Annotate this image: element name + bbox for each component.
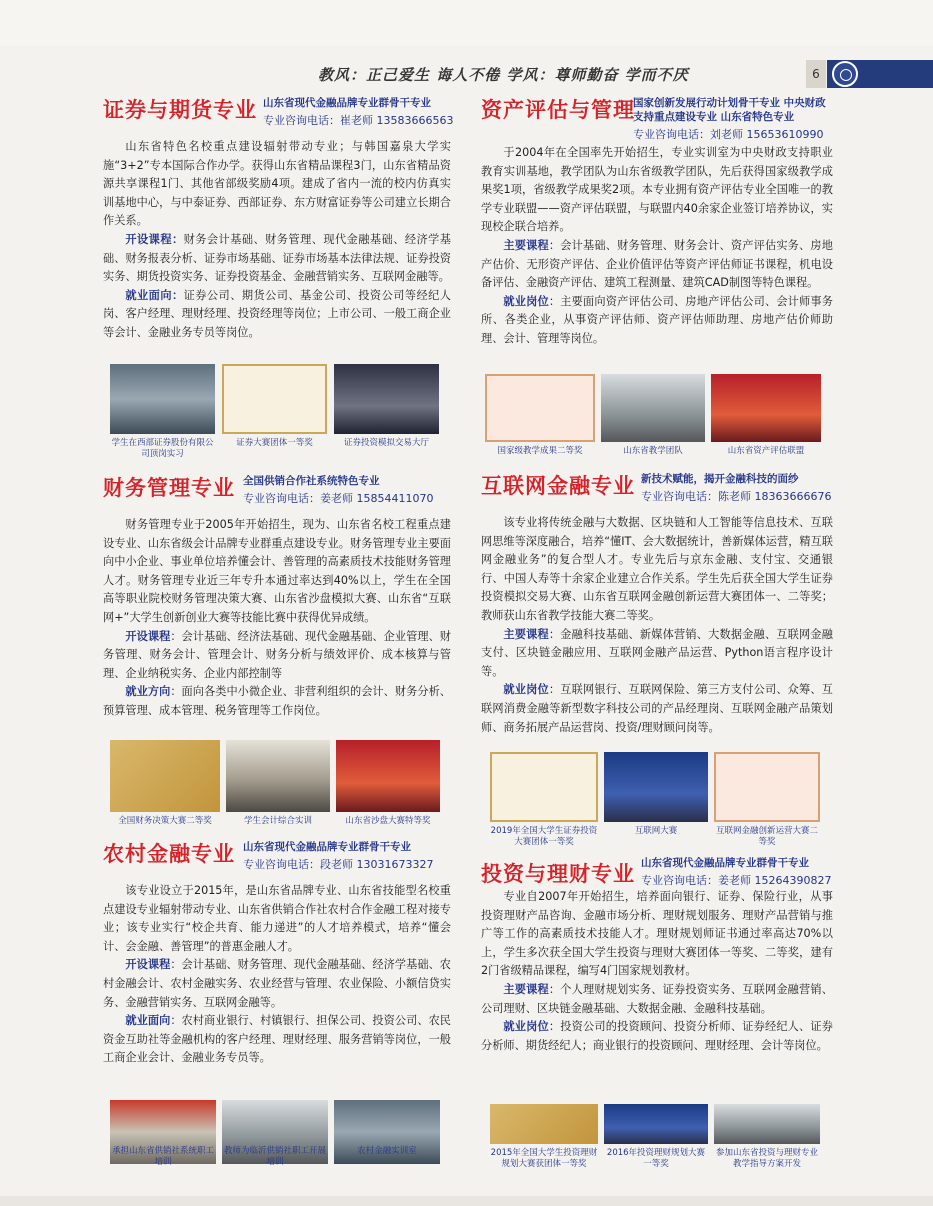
section-contact: 专业咨询电话：刘老师 15653610990 <box>633 128 824 141</box>
section-intro: 该专业将传统金融与大数据、区块链和人工智能等信息技术、互联网思维等深度融合，培养“懂IT、会大数据统计，善新媒体运营，精互联网金融业务”的复合型人才。专业先后与京东金融、支付宝、交通银行、中国人寿等十余家企业建立合作关系。学生先后获全国大学生证券投资模拟交易大赛、山东省互联网金融创新运营大赛团体一、二等奖；教师获山东省教学技能大赛二等奖。 <box>481 516 833 622</box>
courses-label: 主要课程 <box>503 627 549 641</box>
photo-caption: 教师为临沂供销社职工开展培训 <box>223 1146 326 1167</box>
courses-label: 开设课程： <box>125 232 184 246</box>
section-subtitle: 山东省现代金融品牌专业群骨干专业 <box>263 97 431 109</box>
photo-award-cert <box>485 374 595 442</box>
jobs-label: 就业面向： <box>125 288 184 302</box>
section-subtitle: 国家创新发展行动计划骨干专业 中央财政支持重点建设专业 山东省特色专业 <box>633 97 826 123</box>
photo-alliance <box>711 374 821 442</box>
section-title: 证券与期货专业 <box>103 98 257 122</box>
section-asset <box>481 90 833 349</box>
photo-caption: 2016年投资理财规划大赛一等奖 <box>606 1148 706 1169</box>
photo-caption: 参加山东省投资与理财专业教学指导方案开发 <box>715 1148 818 1169</box>
jobs-label: 就业方向 <box>125 685 171 699</box>
courses-text: ：会计基础、经济法基础、现代金融基础、企业管理、财务管理、财务会计、管理会计、财务分析与绩效评价、成本核算与管理、企业纳税实务、企业内部控制等 <box>103 629 451 680</box>
photo-award-plaque <box>110 740 220 812</box>
photos-finance-mgmt <box>110 740 440 830</box>
jobs-text: ：投资公司的投资顾问、投资分析师、证券经纪人、证券分析师、期货经纪人；商业银行的投资顾问、理财经理、会计等岗位。 <box>481 1020 833 1052</box>
photo-contest <box>604 1104 708 1144</box>
photo-caption: 农村金融实训室 <box>357 1146 417 1156</box>
jobs-text: ：面向各类中小微企业、非营利组织的会计、财务分析、预算管理、成本管理、税务管理等工作岗位。 <box>103 685 451 717</box>
photo-internship <box>110 364 215 434</box>
section-title: 财务管理专业 <box>103 476 235 500</box>
photos-asset <box>485 374 825 464</box>
section-subtitle: 新技术赋能，揭开金融科技的面纱 <box>641 473 799 485</box>
header-motto: 教风：正己爱生 诲人不倦 学风：尊师勤奋 学而不厌 <box>318 66 689 84</box>
jobs-label: 就业岗位 <box>503 1020 549 1034</box>
section-subtitle: 山东省现代金融品牌专业群骨干专业 <box>243 841 411 853</box>
school-seal-icon <box>832 61 858 87</box>
photo-meeting <box>714 1104 820 1144</box>
photos-internet <box>490 752 820 852</box>
photo-caption: 山东省沙盘大赛特等奖 <box>345 816 431 826</box>
photo-caption: 山东省资产评估联盟 <box>727 446 805 456</box>
section-title: 农村金融专业 <box>103 842 235 866</box>
courses-text: 财务会计基础、财务管理、现代金融基础、经济学基础、财务报表分析、证券市场基础、证券市场基本法律法规、证券投资实务、期货投资实务、证券投资基金、金融营销实务、互联网金融等。 <box>103 232 451 284</box>
section-internet <box>481 466 833 737</box>
courses-text: ：金融科技基础、新媒体营销、大数据金融、互联网金融支付、区块链金融应用、互联网金融产品运营、Python语言程序设计等。 <box>481 627 833 678</box>
photo-caption: 学生会计综合实训 <box>243 816 312 826</box>
photo-caption: 互联网金融创新运营大赛二等奖 <box>715 826 818 847</box>
jobs-label: 就业岗位 <box>503 683 549 697</box>
photo-caption: 全国财务决策大赛二等奖 <box>118 816 212 826</box>
page-bottom-margin <box>0 1196 933 1206</box>
section-intro: 山东省特色名校重点建设辐射带动专业；与韩国嘉泉大学实施“3+2”专本国际合作办学。获得山东省精品课程3门，山东省精品资源共享课程1门、其他省部级奖励4项。建成了省内一流的校内仿真实训基地中心，与中泰证券、西部证券、东方财富证券等公司建立长期合作关系。 <box>103 140 451 228</box>
section-intro: 财务管理专业于2005年开始招生，现为、山东省名校工程重点建设专业、山东省级会计品牌专业群重点建设专业。财务管理专业主要面向中小企业、事业单位培养懂会计、善管理的高素质技术技能财务管理人才。财务管理专业近三年专升本通过率达到40%以上，学生在全国高等职业院校财务管理决策大赛、山东省沙盘模拟大赛、山东省“互联网+”大学生创新创业大赛等技能比赛中获得优异成绩。 <box>103 518 451 624</box>
courses-label: 主要课程 <box>503 982 549 996</box>
photo-award-cert <box>714 752 820 822</box>
jobs-text: ：主要面向资产评估公司、房地产评估公司、会计师事务所、各类企业，从事资产评估师、资产评估师助理、房地产估价师助理、会计、管理等岗位。 <box>481 294 833 345</box>
photo-caption: 山东省教学团队 <box>623 446 683 456</box>
photos-securities <box>110 364 440 464</box>
courses-label: 开设课程 <box>125 958 171 972</box>
jobs-text: 证券公司、期货公司、基金公司、投资公司等经纪人岗、客户经理、理财经理、投资经理等岗位；上市公司、一般工商企业等会计、金融业务专员等岗位。 <box>103 288 451 339</box>
photo-sandbox-award <box>336 740 440 812</box>
section-contact: 专业咨询电话：段老师 13031673327 <box>243 858 434 871</box>
page-top-margin <box>0 0 933 46</box>
courses-text: ：会计基础、财务管理、财务会计、资产评估实务、房地产估价、无形资产评估、企业价值评估等资产评估师证书课程，机电设备评估、金融资产评估、建筑工程测量、建筑CAD制图等特色课程。 <box>481 238 833 290</box>
jobs-label: 就业岗位 <box>503 294 549 308</box>
photo-certificate <box>222 364 327 434</box>
photos-invest <box>490 1104 820 1196</box>
photo-training <box>226 740 330 812</box>
section-title: 投资与理财专业 <box>481 862 635 886</box>
section-rural <box>103 834 451 1068</box>
section-subtitle: 全国供销合作社系统特色专业 <box>243 475 380 487</box>
photo-caption: 2015年全国大学生投资理财规划大赛获团体一等奖 <box>490 1148 598 1169</box>
jobs-text: ：农村商业银行、村镇银行、担保公司、投资公司、农民资金互助社等金融机构的客户经理、理财经理、服务营销等岗位，一般工商企业会计、金融业务专员等。 <box>103 1014 451 1065</box>
photo-trading-hall <box>334 364 439 434</box>
photo-caption: 2019年全国大学生证券投资大赛团体一等奖 <box>490 826 598 847</box>
section-securities <box>103 90 454 343</box>
photo-contest <box>604 752 708 822</box>
photo-caption: 证券投资模拟交易大厅 <box>343 438 429 448</box>
section-intro: 于2004年在全国率先开始招生，专业实训室为中央财政支持职业教育实训基地，教学团队为山东省级教学团队，先后获得国家级教学成果奖1项，省级教学成果奖2项。本专业拥有资产评估专业全国唯一的教学专业联盟——资产评估联盟，与联盟内40余家企业签订培养协议，实现校企联合培养。 <box>481 146 833 234</box>
section-title: 资产评估与管理 <box>481 98 635 122</box>
section-contact: 专业咨询电话：陈老师 18363666676 <box>641 490 832 503</box>
courses-label: 开设课程 <box>125 629 171 643</box>
photo-caption: 国家级教学成果二等奖 <box>497 446 583 456</box>
section-invest <box>481 854 833 1055</box>
section-contact: 专业咨询电话：姜老师 15854411070 <box>243 492 434 505</box>
section-contact: 专业咨询电话：崔老师 13583666563 <box>263 114 454 127</box>
photo-caption: 证券大赛团体一等奖 <box>236 438 313 448</box>
photo-caption: 学生在西部证券股份有限公司顶岗实习 <box>111 438 214 459</box>
page-number: 6 <box>806 60 826 88</box>
section-finance-mgmt <box>103 468 451 721</box>
jobs-text: ：互联网银行、互联网保险、第三方支付公司、众筹、互联网消费金融等新型数字科技公司的产品经理岗、互联网金融产品策划师、商务拓展产品运营岗、投资/理财顾问岗等。 <box>481 683 833 734</box>
courses-text: ：会计基础、财务管理、现代金融基础、经济学基础、农村金融会计、农村金融实务、农业经营与管理、农业保险、小额信贷实务、金融营销实务、互联网金融等。 <box>103 958 451 1009</box>
section-subtitle: 山东省现代金融品牌专业群骨干专业 <box>641 857 809 869</box>
section-contact: 专业咨询电话：姜老师 15264390827 <box>641 874 832 887</box>
jobs-label: 就业面向 <box>125 1014 171 1028</box>
photo-award-cert <box>490 1104 598 1144</box>
photo-caption: 承担山东省供销社系统职工培训 <box>111 1146 214 1167</box>
photo-certificate <box>490 752 598 822</box>
section-intro: 该专业设立于2015年，是山东省品牌专业、山东省技能型名校重点建设专业辐射带动专业、山东省供销合作社农村合作金融工程对接专业；该专业实行“校企共育、能力递进”的人才培养模式，培养“懂会计、会金融、善管理”的普惠金融人才。 <box>103 884 451 953</box>
courses-label: 主要课程 <box>503 238 549 252</box>
photos-rural <box>110 1100 440 1190</box>
courses-text: ：个人理财规划实务、证券投资实务、互联网金融营销、公司理财、区块链金融基础、大数据金融、金融科技基础。 <box>481 982 833 1015</box>
section-title: 互联网金融专业 <box>481 474 635 498</box>
photo-caption: 互联网大赛 <box>634 826 678 836</box>
photo-teaching-team <box>601 374 705 442</box>
section-intro: 专业自2007年开始招生，培养面向银行、证券、保险行业，从事投资理财产品咨询、金融市场分析、理财规划服务、理财产品营销与推广等工作的高素质技术技能人才。理财规划师证书通过率高达70%以上，学生多次获全国大学生投资与理财大赛团体一等奖、二等奖，建有2门省级精品课程，编写4门国家规划教材。 <box>481 890 833 978</box>
